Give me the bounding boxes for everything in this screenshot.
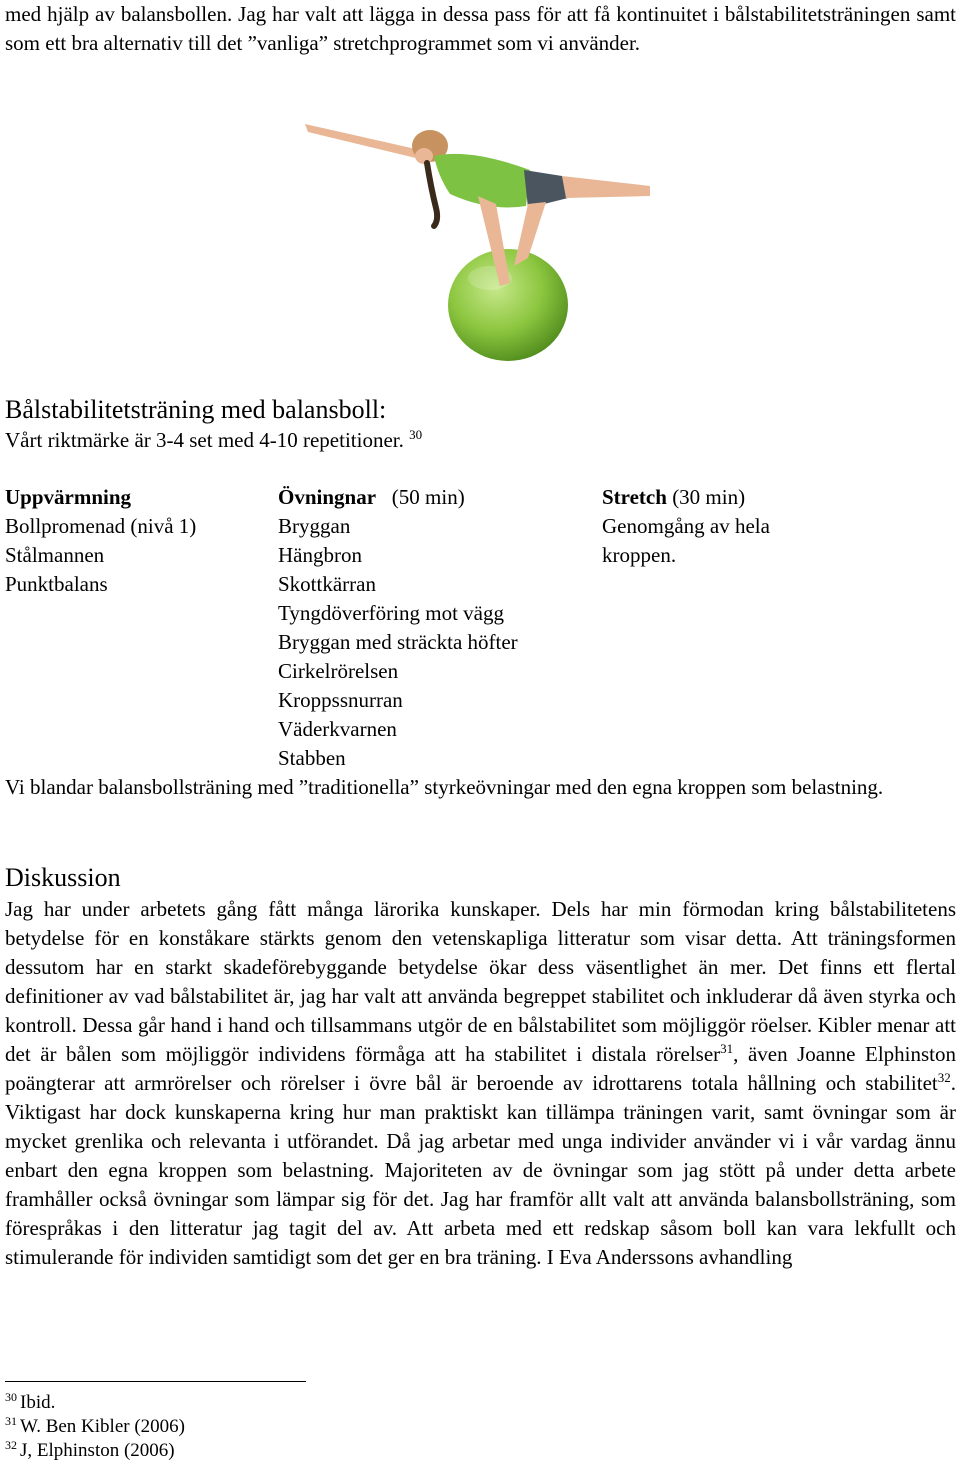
exercise-item: Bryggan — [278, 514, 351, 538]
discussion-paragraph — [5, 895, 956, 1272]
warmup-item: Punktbalans — [5, 572, 108, 596]
warmup-item: Stålmannen — [5, 543, 105, 567]
exercise-item: Tyngdöverföring mot vägg — [278, 601, 504, 625]
stretch-column — [602, 483, 770, 570]
exercise-item: Bryggan med sträckta höfter — [278, 630, 518, 654]
warmup-item: Bollpromenad (nivå 1) — [5, 514, 197, 538]
section-heading: Bålstabilitetsträning med balansboll: — [5, 395, 387, 424]
exercises-header: Övningnar — [278, 485, 377, 509]
balance-ball-photo — [300, 108, 660, 363]
exercise-item: Skottkärran — [278, 572, 376, 596]
extended-leg — [562, 176, 650, 198]
exercise-item: Stabben — [278, 746, 346, 770]
discussion-text: . Viktigast har dock kunskaperna kring hur man praktiskt kan tillämpa träningen varit, samt övningar som är mycket grenlika och relevanta i utförandet. Då jag arbetar med unga individer använder vi i vår vardag ännu enbart den egna kroppen som belastning. Majoriteten av de övningar som jag stött på under detta arbete framhåller också övningar som lämpar sig för det. Jag har framför allt valt att använda balansbollsträning, som förespråkas i den litteratur jag tagit del av. Att arbeta med ett redskap såsom boll kan vara lekfullt och stimulerande för individen samtidigt som det ger en bra träning. I Eva Anderssons avhandling — [5, 1071, 956, 1269]
exercise-item: Väderkvarnen — [278, 717, 397, 741]
footnote-ref-32: 32 — [937, 1070, 951, 1085]
footnote-ref-31: 31 — [720, 1041, 734, 1056]
footnote-number: 30 — [5, 1390, 17, 1404]
footnote — [5, 1391, 185, 1415]
intro-paragraph: med hjälp av balansbollen. Jag har valt att lägga in dessa pass för att få kontinuitet i bålstabilitetsträningen samt som ett bra alternativ till det ”vanliga” stretchprogrammet som vi använder. — [5, 2, 956, 55]
exercises-duration: (50 min) — [391, 485, 465, 509]
training-mix-paragraph: Vi blandar balansbollsträning med ”traditionella” styrkeövningar med den egna kroppen som belastning. — [5, 775, 884, 799]
exercise-item: Cirkelrörelsen — [278, 659, 399, 683]
exercises-column — [278, 483, 518, 773]
stretch-item: Genomgång av hela — [602, 514, 770, 538]
discussion-heading: Diskussion — [5, 863, 121, 892]
footnote — [5, 1439, 185, 1463]
exercises-header-row — [278, 483, 518, 512]
footnote-ref-30: 30 — [409, 427, 423, 442]
discussion-text: , även Joanne Elphinston poängterar att armrörelser och rörelser i övre bål är beroende av idrottarens totala hållning och stabilitet — [5, 1042, 956, 1095]
shorts — [524, 170, 568, 208]
footnote-text: J, Elphinston (2006) — [20, 1440, 175, 1461]
footnote-separator — [5, 1381, 306, 1382]
warmup-header: Uppvärmning — [5, 485, 132, 509]
warmup-column — [5, 483, 196, 599]
exercise-item: Hängbron — [278, 543, 362, 567]
footnote-number: 32 — [5, 1438, 17, 1452]
exercise-item: Kroppssnurran — [278, 688, 403, 712]
subtitle-text: Vårt riktmärke är 3-4 set med 4-10 repetitioner. — [5, 428, 404, 452]
stretch-duration: (30 min) — [672, 485, 746, 509]
footnote-text: Ibid. — [20, 1392, 56, 1413]
extended-arm — [305, 124, 424, 160]
woman-on-balance-ball-illustration — [300, 108, 660, 363]
footnotes — [5, 1391, 185, 1463]
stretch-header: Stretch — [602, 485, 667, 509]
balance-ball — [448, 249, 568, 361]
footnote — [5, 1415, 185, 1439]
stretch-item: kroppen. — [602, 543, 677, 567]
discussion-text: Jag har under arbetets gång fått många lärorika kunskaper. Dels har min förmodan kring bålstabilitetens betydelse för en konståkare stärkts genom den vetenskapliga litteratur som visar detta. Att träningsformen dessutom har en starkt skadeförebyggande betydelse ökar dess väsentlighet än mer. Det finns ett flertal definitioner av vad bålstabilitet är, jag har valt att använda begreppet stabilitet och inkluderar då även styrka och kontroll. Dessa går hand i hand och tillsammans utgör de en bålstabilitet som möjliggör röelser. Kibler menar att det är bålen som möjliggör individens förmåga att ha stabilitet i distala rörelser — [5, 897, 956, 1066]
stretch-header-row — [602, 483, 770, 512]
section-subtitle — [5, 426, 422, 455]
footnote-text: W. Ben Kibler (2006) — [20, 1416, 185, 1437]
footnote-number: 31 — [5, 1414, 17, 1428]
braid — [427, 163, 437, 226]
